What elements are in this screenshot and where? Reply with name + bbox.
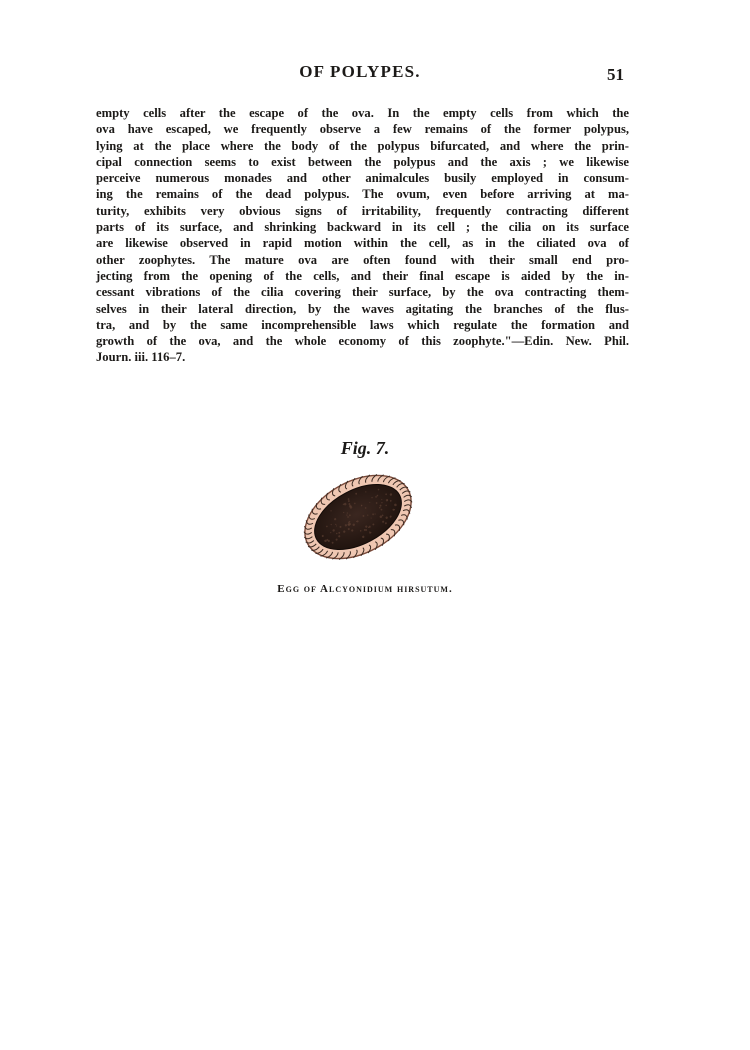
text-line: cipal connection seems to exist between the polypus and the axis ; we likewise: [96, 154, 629, 169]
text-line: cessant vibrations of the cilia covering their surface, by the ova contracting them-: [96, 285, 629, 300]
text-line: lying at the place where the body of the polypus bifurcated, and where the prin-: [96, 138, 629, 153]
text-line: tra, and by the same incomprehensible laws which regulate the formation and: [96, 317, 629, 332]
text-line: parts of its surface, and shrinking backward in its cell ; the cilia on its surface: [96, 220, 629, 235]
text-line: growth of the ova, and the whole economy of this zoophyte."—Edin. New. Phil.: [96, 334, 629, 349]
page-number: 51: [607, 65, 624, 84]
running-head: [0, 62, 750, 86]
text-line: selves in their lateral direction, by the waves agitating the branches of the flus-: [96, 301, 629, 316]
text-line: jecting from the opening of the cells, and their final escape is aided by the in-: [96, 268, 629, 283]
text-line: ing the remains of the dead polypus. The ovum, even before arriving at ma-: [96, 187, 629, 202]
body-paragraph: [96, 105, 629, 366]
figure-caption: [0, 583, 730, 595]
text-line: are likewise observed in rapid motion within the cell, as in the ciliated ova of: [96, 236, 629, 251]
egg-illustration: [293, 467, 423, 567]
text-line: ova have escaped, we frequently observe a few remains of the former polypus,: [96, 122, 629, 137]
text-line: turity, exhibits very obvious signs of irritability, frequently contracting different: [96, 203, 629, 218]
running-title: OF POLYPES.: [299, 62, 421, 81]
text-line: other zoophytes. The mature ova are often found with their small end pro-: [96, 252, 629, 267]
caption-text: Egg of Alcyonidium hirsutum.: [277, 583, 453, 595]
text-line: Journ. iii. 116–7.: [96, 350, 186, 365]
text-line: empty cells after the escape of the ova. In the empty cells from which the: [96, 106, 629, 120]
text-line: perceive numerous monades and other animalcules busily employed in consum-: [96, 171, 629, 186]
figure-label: Fig. 7.: [340, 438, 390, 458]
